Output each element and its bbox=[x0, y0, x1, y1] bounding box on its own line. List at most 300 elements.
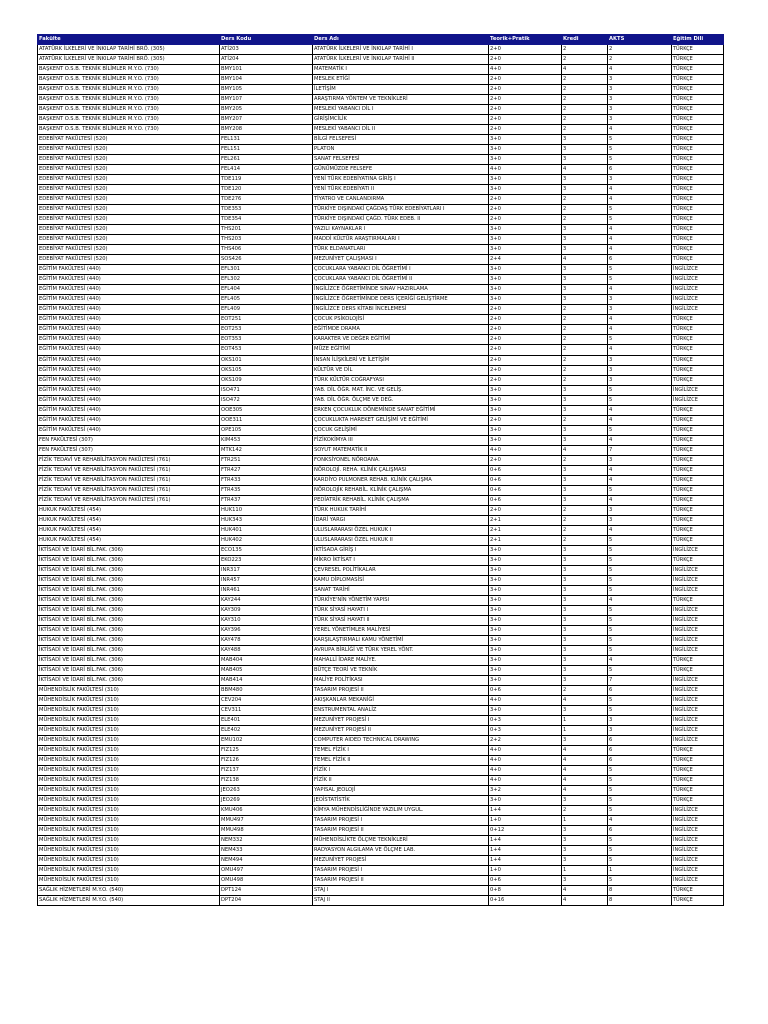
cell-course-name: İLETİŞİM bbox=[313, 85, 489, 95]
table-row bbox=[38, 325, 724, 335]
cell-theory-practice: 3+0 bbox=[489, 555, 562, 565]
cell-language: İNGİLİZCE bbox=[672, 625, 724, 635]
cell-course-name: ÇOCUK PSİKOLOJİSİ bbox=[313, 315, 489, 325]
cell-faculty: SAĞLIK HİZMETLERİ M.Y.O. (540) bbox=[38, 886, 220, 896]
cell-language: İNGİLİZCE bbox=[672, 716, 724, 726]
cell-ects: 5 bbox=[608, 836, 672, 846]
cell-faculty: SAĞLIK HİZMETLERİ M.Y.O. (540) bbox=[38, 896, 220, 906]
cell-credit: 1 bbox=[562, 726, 608, 736]
cell-course-code: TDE119 bbox=[220, 175, 313, 185]
cell-faculty: EDEBİYAT FAKÜLTESİ (520) bbox=[38, 255, 220, 265]
cell-theory-practice: 3+0 bbox=[489, 135, 562, 145]
cell-language: TÜRKÇE bbox=[672, 75, 724, 85]
cell-course-name: İNSAN İLİŞKİLERİ VE İLETİŞİM bbox=[313, 355, 489, 365]
cell-course-name: YAPISAL JEOLOJİ bbox=[313, 786, 489, 796]
cell-credit: 3 bbox=[562, 585, 608, 595]
cell-theory-practice: 2+0 bbox=[489, 45, 562, 55]
cell-theory-practice: 2+0 bbox=[489, 455, 562, 465]
cell-course-code: ATİ203 bbox=[220, 45, 313, 55]
cell-language: TÜRKÇE bbox=[672, 65, 724, 75]
cell-language: TÜRKÇE bbox=[672, 756, 724, 766]
cell-ects: 6 bbox=[608, 746, 672, 756]
cell-credit: 3 bbox=[562, 736, 608, 746]
table-row bbox=[38, 726, 724, 736]
cell-course-code: KAY396 bbox=[220, 625, 313, 635]
cell-course-code: OKS105 bbox=[220, 365, 313, 375]
cell-course-name: ATATÜRK İLKELERİ VE İNKILAP TARİHİ II bbox=[313, 55, 489, 65]
header-faculty: Fakülte bbox=[38, 35, 220, 45]
cell-theory-practice: 3+0 bbox=[489, 245, 562, 255]
cell-theory-practice: 0+6 bbox=[489, 485, 562, 495]
cell-language: İNGİLİZCE bbox=[672, 385, 724, 395]
cell-faculty: EĞİTİM FAKÜLTESİ (440) bbox=[38, 425, 220, 435]
cell-theory-practice: 4+0 bbox=[489, 696, 562, 706]
cell-course-code: INR457 bbox=[220, 575, 313, 585]
cell-course-name: İNGİLİZCE ÖĞRETİMİNDE DERS İÇERİĞİ GELİŞTİRME bbox=[313, 295, 489, 305]
cell-language: İNGİLİZCE bbox=[672, 826, 724, 836]
cell-credit: 3 bbox=[562, 625, 608, 635]
cell-course-code: KAY488 bbox=[220, 645, 313, 655]
cell-course-code: MMU497 bbox=[220, 816, 313, 826]
table-row bbox=[38, 736, 724, 746]
cell-faculty: EDEBİYAT FAKÜLTESİ (520) bbox=[38, 185, 220, 195]
cell-course-code: KIM453 bbox=[220, 435, 313, 445]
cell-ects: 4 bbox=[608, 435, 672, 445]
cell-theory-practice: 3+0 bbox=[489, 615, 562, 625]
cell-course-name: TASARIM PROJESİ II bbox=[313, 826, 489, 836]
cell-credit: 4 bbox=[562, 746, 608, 756]
cell-credit: 3 bbox=[562, 485, 608, 495]
cell-course-name: ÇOCUKLUKTA HAREKET GELİŞİMİ VE EĞİTİMİ bbox=[313, 415, 489, 425]
cell-course-name: YENİ TÜRK EDEBİYATINA GİRİŞ I bbox=[313, 175, 489, 185]
cell-credit: 2 bbox=[562, 75, 608, 85]
cell-theory-practice: 3+0 bbox=[489, 155, 562, 165]
cell-faculty: BAŞKENT O.S.B. TEKNİK BİLİMLER M.Y.O. (730) bbox=[38, 85, 220, 95]
cell-credit: 3 bbox=[562, 385, 608, 395]
cell-language: İNGİLİZCE bbox=[672, 565, 724, 575]
cell-credit: 3 bbox=[562, 836, 608, 846]
table-row bbox=[38, 615, 724, 625]
cell-ects: 3 bbox=[608, 95, 672, 105]
cell-language: İNGİLİZCE bbox=[672, 876, 724, 886]
cell-course-name: JEOİSTATİSTİK bbox=[313, 796, 489, 806]
cell-credit: 4 bbox=[562, 756, 608, 766]
table-row bbox=[38, 415, 724, 425]
cell-language: TÜRKÇE bbox=[672, 225, 724, 235]
cell-theory-practice: 1+0 bbox=[489, 866, 562, 876]
cell-course-name: FİZİK I bbox=[313, 766, 489, 776]
cell-credit: 2 bbox=[562, 45, 608, 55]
cell-ects: 5 bbox=[608, 645, 672, 655]
cell-ects: 3 bbox=[608, 716, 672, 726]
cell-course-name: BİLGİ FELSEFESİ bbox=[313, 135, 489, 145]
cell-language: İNGİLİZCE bbox=[672, 736, 724, 746]
cell-credit: 3 bbox=[562, 135, 608, 145]
cell-ects: 5 bbox=[608, 796, 672, 806]
cell-course-code: HUK402 bbox=[220, 535, 313, 545]
cell-ects: 5 bbox=[608, 615, 672, 625]
table-row bbox=[38, 716, 724, 726]
cell-faculty: EĞİTİM FAKÜLTESİ (440) bbox=[38, 395, 220, 405]
cell-faculty: EDEBİYAT FAKÜLTESİ (520) bbox=[38, 245, 220, 255]
cell-theory-practice: 0+16 bbox=[489, 896, 562, 906]
cell-course-code: TDE276 bbox=[220, 195, 313, 205]
cell-course-code: CEV311 bbox=[220, 706, 313, 716]
cell-language: İNGİLİZCE bbox=[672, 305, 724, 315]
cell-faculty: MÜHENDİSLİK FAKÜLTESİ (310) bbox=[38, 736, 220, 746]
cell-course-name: ERKEN ÇOCUKLUK DÖNEMİNDE SANAT EĞİTİMİ bbox=[313, 405, 489, 415]
cell-course-name: ARAŞTIRMA YÖNTEM VE TEKNİKLERİ bbox=[313, 95, 489, 105]
cell-faculty: HUKUK FAKÜLTESİ (454) bbox=[38, 535, 220, 545]
cell-faculty: MÜHENDİSLİK FAKÜLTESİ (310) bbox=[38, 776, 220, 786]
cell-ects: 6 bbox=[608, 736, 672, 746]
cell-theory-practice: 4+0 bbox=[489, 65, 562, 75]
cell-course-code: MAB405 bbox=[220, 665, 313, 675]
cell-ects: 5 bbox=[608, 876, 672, 886]
cell-faculty: MÜHENDİSLİK FAKÜLTESİ (310) bbox=[38, 716, 220, 726]
cell-theory-practice: 2+0 bbox=[489, 195, 562, 205]
cell-theory-practice: 3+0 bbox=[489, 145, 562, 155]
cell-theory-practice: 2+0 bbox=[489, 55, 562, 65]
cell-course-code: OOE311 bbox=[220, 415, 313, 425]
cell-credit: 3 bbox=[562, 826, 608, 836]
cell-ects: 5 bbox=[608, 776, 672, 786]
cell-language: TÜRKÇE bbox=[672, 655, 724, 665]
cell-theory-practice: 3+0 bbox=[489, 796, 562, 806]
cell-course-name: FONKSİYONEL NÖROANA. bbox=[313, 455, 489, 465]
cell-language: TÜRKÇE bbox=[672, 525, 724, 535]
table-row bbox=[38, 265, 724, 275]
table-row bbox=[38, 455, 724, 465]
cell-course-code: KAY309 bbox=[220, 605, 313, 615]
cell-faculty: EĞİTİM FAKÜLTESİ (440) bbox=[38, 375, 220, 385]
cell-course-name: TASARIM PROJESİ II bbox=[313, 876, 489, 886]
cell-course-name: KÜLTÜR VE DİL bbox=[313, 365, 489, 375]
cell-language: İNGİLİZCE bbox=[672, 806, 724, 816]
table-row bbox=[38, 385, 724, 395]
cell-language: İNGİLİZCE bbox=[672, 285, 724, 295]
cell-course-name: BÜTÇE TEORİ VE TEKNİK bbox=[313, 665, 489, 675]
cell-theory-practice: 2+0 bbox=[489, 115, 562, 125]
cell-faculty: FİZİK TEDAVİ VE REHABİLİTASYON FAKÜLTESİ (761) bbox=[38, 455, 220, 465]
cell-credit: 2 bbox=[562, 195, 608, 205]
table-row bbox=[38, 575, 724, 585]
course-table bbox=[37, 34, 724, 906]
cell-language: İNGİLİZCE bbox=[672, 645, 724, 655]
cell-credit: 3 bbox=[562, 575, 608, 585]
cell-course-code: BMY208 bbox=[220, 125, 313, 135]
cell-faculty: İKTİSADİ VE İDARİ BİL.FAK. (306) bbox=[38, 565, 220, 575]
cell-course-name: STAJ II bbox=[313, 896, 489, 906]
table-row bbox=[38, 85, 724, 95]
cell-language: TÜRKÇE bbox=[672, 786, 724, 796]
cell-faculty: MÜHENDİSLİK FAKÜLTESİ (310) bbox=[38, 866, 220, 876]
cell-ects: 5 bbox=[608, 565, 672, 575]
cell-faculty: İKTİSADİ VE İDARİ BİL.FAK. (306) bbox=[38, 665, 220, 675]
cell-ects: 5 bbox=[608, 555, 672, 565]
cell-theory-practice: 3+0 bbox=[489, 175, 562, 185]
cell-ects: 5 bbox=[608, 535, 672, 545]
table-row bbox=[38, 585, 724, 595]
table-row bbox=[38, 45, 724, 55]
cell-credit: 2 bbox=[562, 505, 608, 515]
cell-credit: 3 bbox=[562, 275, 608, 285]
header-row bbox=[38, 35, 724, 45]
cell-ects: 4 bbox=[608, 195, 672, 205]
cell-faculty: HUKUK FAKÜLTESİ (454) bbox=[38, 505, 220, 515]
table-row bbox=[38, 175, 724, 185]
cell-course-name: ÇOCUKLARA YABANCI DİL ÖĞRETİMİ II bbox=[313, 275, 489, 285]
cell-ects: 5 bbox=[608, 215, 672, 225]
cell-credit: 4 bbox=[562, 776, 608, 786]
table-row bbox=[38, 776, 724, 786]
cell-ects: 6 bbox=[608, 255, 672, 265]
cell-language: TÜRKÇE bbox=[672, 445, 724, 455]
cell-language: TÜRKÇE bbox=[672, 495, 724, 505]
cell-course-code: ECO135 bbox=[220, 545, 313, 555]
header-course-name: Ders Adı bbox=[313, 35, 489, 45]
cell-faculty: EĞİTİM FAKÜLTESİ (440) bbox=[38, 305, 220, 315]
cell-ects: 5 bbox=[608, 635, 672, 645]
cell-language: İNGİLİZCE bbox=[672, 615, 724, 625]
cell-ects: 4 bbox=[608, 225, 672, 235]
cell-language: TÜRKÇE bbox=[672, 85, 724, 95]
cell-course-name: MÜHENDİSLİKTE ÖLÇME TEKNİKLERİ bbox=[313, 836, 489, 846]
cell-course-name: ULUSLARARASI ÖZEL HUKUK I bbox=[313, 525, 489, 535]
cell-course-code: DPT124 bbox=[220, 886, 313, 896]
cell-faculty: EDEBİYAT FAKÜLTESİ (520) bbox=[38, 215, 220, 225]
cell-course-name: TÜRK SİYASİ HAYATI I bbox=[313, 605, 489, 615]
cell-language: TÜRKÇE bbox=[672, 155, 724, 165]
cell-ects: 3 bbox=[608, 455, 672, 465]
cell-ects: 4 bbox=[608, 816, 672, 826]
cell-course-code: ATİ204 bbox=[220, 55, 313, 65]
cell-course-name: PEDİATRİK REHABİL. KLİNİK ÇALIŞMA bbox=[313, 495, 489, 505]
cell-credit: 4 bbox=[562, 165, 608, 175]
cell-course-name: MAHALLİ İDARE MALİYE. bbox=[313, 655, 489, 665]
cell-faculty: FEN FAKÜLTESİ (307) bbox=[38, 435, 220, 445]
cell-course-code: SOS426 bbox=[220, 255, 313, 265]
cell-ects: 5 bbox=[608, 395, 672, 405]
cell-ects: 5 bbox=[608, 205, 672, 215]
cell-ects: 6 bbox=[608, 826, 672, 836]
cell-theory-practice: 2+0 bbox=[489, 355, 562, 365]
cell-course-name: YAB. DİL ÖĞR. ÖLÇME VE DEĞ. bbox=[313, 395, 489, 405]
cell-faculty: EĞİTİM FAKÜLTESİ (440) bbox=[38, 415, 220, 425]
cell-language: İNGİLİZCE bbox=[672, 726, 724, 736]
cell-language: İNGİLİZCE bbox=[672, 605, 724, 615]
cell-credit: 3 bbox=[562, 796, 608, 806]
table-row bbox=[38, 495, 724, 505]
cell-language: TÜRKÇE bbox=[672, 315, 724, 325]
cell-course-name: FİZİK II bbox=[313, 776, 489, 786]
cell-language: TÜRKÇE bbox=[672, 355, 724, 365]
cell-course-code: JEO269 bbox=[220, 796, 313, 806]
cell-credit: 3 bbox=[562, 545, 608, 555]
cell-ects: 3 bbox=[608, 355, 672, 365]
cell-credit: 4 bbox=[562, 255, 608, 265]
table-row bbox=[38, 215, 724, 225]
cell-course-code: BMY107 bbox=[220, 95, 313, 105]
table-row bbox=[38, 395, 724, 405]
cell-course-code: KMU406 bbox=[220, 806, 313, 816]
cell-credit: 3 bbox=[562, 555, 608, 565]
cell-ects: 6 bbox=[608, 756, 672, 766]
cell-ects: 3 bbox=[608, 365, 672, 375]
header-language: Eğitim Dili bbox=[672, 35, 724, 45]
cell-course-name: ÇEVRESEL POLİTİKALAR bbox=[313, 565, 489, 575]
cell-language: İNGİLİZCE bbox=[672, 706, 724, 716]
table-row bbox=[38, 706, 724, 716]
cell-faculty: MÜHENDİSLİK FAKÜLTESİ (310) bbox=[38, 726, 220, 736]
cell-theory-practice: 4+0 bbox=[489, 776, 562, 786]
cell-faculty: MÜHENDİSLİK FAKÜLTESİ (310) bbox=[38, 816, 220, 826]
cell-course-code: DPT204 bbox=[220, 896, 313, 906]
cell-credit: 2 bbox=[562, 115, 608, 125]
table-row bbox=[38, 515, 724, 525]
cell-theory-practice: 2+0 bbox=[489, 335, 562, 345]
cell-course-name: MESLEK ETİĞİ bbox=[313, 75, 489, 85]
cell-course-code: FEL131 bbox=[220, 135, 313, 145]
cell-credit: 2 bbox=[562, 535, 608, 545]
cell-language: TÜRKÇE bbox=[672, 95, 724, 105]
table-row bbox=[38, 145, 724, 155]
table-row bbox=[38, 305, 724, 315]
cell-faculty: HUKUK FAKÜLTESİ (454) bbox=[38, 515, 220, 525]
cell-course-name: TÜRK SİYASİ HAYATI II bbox=[313, 615, 489, 625]
cell-course-code: INR461 bbox=[220, 585, 313, 595]
table-row bbox=[38, 195, 724, 205]
cell-theory-practice: 2+0 bbox=[489, 315, 562, 325]
cell-theory-practice: 0+3 bbox=[489, 716, 562, 726]
cell-ects: 1 bbox=[608, 866, 672, 876]
table-row bbox=[38, 165, 724, 175]
cell-course-code: MAB404 bbox=[220, 655, 313, 665]
cell-course-name: COMPUTER AIDED TECHNICAL DRAWING bbox=[313, 736, 489, 746]
cell-credit: 3 bbox=[562, 645, 608, 655]
cell-course-code: TDE353 bbox=[220, 205, 313, 215]
cell-faculty: EĞİTİM FAKÜLTESİ (440) bbox=[38, 285, 220, 295]
cell-faculty: EĞİTİM FAKÜLTESİ (440) bbox=[38, 345, 220, 355]
cell-language: İNGİLİZCE bbox=[672, 585, 724, 595]
cell-faculty: EĞİTİM FAKÜLTESİ (440) bbox=[38, 365, 220, 375]
cell-credit: 3 bbox=[562, 475, 608, 485]
cell-ects: 5 bbox=[608, 856, 672, 866]
cell-course-name: AVRUPA BİRLİĞİ VE TÜRK YEREL YÖNT. bbox=[313, 645, 489, 655]
cell-course-name: MATEMATİK I bbox=[313, 65, 489, 75]
cell-course-name: TÜRKİYE'NİN YÖNETİM YAPISI bbox=[313, 595, 489, 605]
cell-course-name: MÜZE EĞİTİMİ bbox=[313, 345, 489, 355]
cell-theory-practice: 1+4 bbox=[489, 846, 562, 856]
cell-course-code: EOT453 bbox=[220, 345, 313, 355]
cell-course-code: OMU497 bbox=[220, 866, 313, 876]
cell-language: TÜRKÇE bbox=[672, 465, 724, 475]
header-ects: AKTS bbox=[608, 35, 672, 45]
cell-theory-practice: 3+0 bbox=[489, 575, 562, 585]
cell-course-code: FIZ138 bbox=[220, 776, 313, 786]
table-row bbox=[38, 625, 724, 635]
table-row bbox=[38, 275, 724, 285]
cell-ects: 4 bbox=[608, 475, 672, 485]
cell-theory-practice: 3+0 bbox=[489, 225, 562, 235]
cell-ects: 4 bbox=[608, 595, 672, 605]
cell-theory-practice: 2+0 bbox=[489, 505, 562, 515]
cell-faculty: FİZİK TEDAVİ VE REHABİLİTASYON FAKÜLTESİ (761) bbox=[38, 465, 220, 475]
cell-language: TÜRKÇE bbox=[672, 475, 724, 485]
cell-course-code: OKS101 bbox=[220, 355, 313, 365]
cell-theory-practice: 3+0 bbox=[489, 435, 562, 445]
cell-language: TÜRKÇE bbox=[672, 255, 724, 265]
cell-faculty: EDEBİYAT FAKÜLTESİ (520) bbox=[38, 135, 220, 145]
table-row bbox=[38, 676, 724, 686]
cell-credit: 2 bbox=[562, 95, 608, 105]
cell-credit: 2 bbox=[562, 806, 608, 816]
cell-course-code: ISO471 bbox=[220, 385, 313, 395]
cell-ects: 4 bbox=[608, 495, 672, 505]
cell-credit: 3 bbox=[562, 665, 608, 675]
cell-faculty: EĞİTİM FAKÜLTESİ (440) bbox=[38, 325, 220, 335]
cell-course-code: BMY101 bbox=[220, 65, 313, 75]
cell-credit: 2 bbox=[562, 125, 608, 135]
cell-ects: 5 bbox=[608, 665, 672, 675]
cell-language: İNGİLİZCE bbox=[672, 395, 724, 405]
cell-course-name: KARDİYO PULMONER REHAB. KLİNİK ÇALIŞMA bbox=[313, 475, 489, 485]
cell-course-name: ÇOCUK GELİŞİMİ bbox=[313, 425, 489, 435]
cell-credit: 2 bbox=[562, 455, 608, 465]
cell-course-name: MESLEKİ YABANCI DİL I bbox=[313, 105, 489, 115]
cell-theory-practice: 2+0 bbox=[489, 95, 562, 105]
cell-theory-practice: 3+0 bbox=[489, 275, 562, 285]
cell-credit: 4 bbox=[562, 445, 608, 455]
table-row bbox=[38, 75, 724, 85]
cell-ects: 2 bbox=[608, 45, 672, 55]
cell-ects: 5 bbox=[608, 275, 672, 285]
cell-course-name: KİMYA MÜHENDİSLİĞİNDE YAZILIM UYGUL. bbox=[313, 806, 489, 816]
cell-course-code: KAY478 bbox=[220, 635, 313, 645]
course-spreadsheet bbox=[37, 34, 723, 906]
cell-theory-practice: 1+4 bbox=[489, 836, 562, 846]
cell-theory-practice: 3+0 bbox=[489, 405, 562, 415]
table-row bbox=[38, 535, 724, 545]
cell-faculty: EĞİTİM FAKÜLTESİ (440) bbox=[38, 405, 220, 415]
cell-course-code: EKO223 bbox=[220, 555, 313, 565]
cell-ects: 5 bbox=[608, 605, 672, 615]
cell-faculty: MÜHENDİSLİK FAKÜLTESİ (310) bbox=[38, 826, 220, 836]
cell-faculty: İKTİSADİ VE İDARİ BİL.FAK. (306) bbox=[38, 595, 220, 605]
cell-course-name: TASARIM PROJESİ II bbox=[313, 686, 489, 696]
cell-language: TÜRKÇE bbox=[672, 415, 724, 425]
cell-theory-practice: 4+0 bbox=[489, 756, 562, 766]
cell-credit: 3 bbox=[562, 225, 608, 235]
cell-faculty: BAŞKENT O.S.B. TEKNİK BİLİMLER M.Y.O. (730) bbox=[38, 75, 220, 85]
cell-language: İNGİLİZCE bbox=[672, 696, 724, 706]
cell-language: TÜRKÇE bbox=[672, 515, 724, 525]
cell-faculty: İKTİSADİ VE İDARİ BİL.FAK. (306) bbox=[38, 645, 220, 655]
cell-theory-practice: 0+6 bbox=[489, 686, 562, 696]
cell-theory-practice: 3+0 bbox=[489, 385, 562, 395]
cell-ects: 4 bbox=[608, 245, 672, 255]
cell-course-name: TEMEL FİZİK II bbox=[313, 756, 489, 766]
cell-faculty: BAŞKENT O.S.B. TEKNİK BİLİMLER M.Y.O. (730) bbox=[38, 65, 220, 75]
cell-course-name: YAB. DİL ÖĞR. MAT. İNC. VE GELİŞ. bbox=[313, 385, 489, 395]
cell-ects: 4 bbox=[608, 65, 672, 75]
cell-faculty: MÜHENDİSLİK FAKÜLTESİ (310) bbox=[38, 786, 220, 796]
cell-course-code: FTR251 bbox=[220, 455, 313, 465]
cell-ects: 5 bbox=[608, 575, 672, 585]
cell-language: TÜRKÇE bbox=[672, 45, 724, 55]
table-row bbox=[38, 866, 724, 876]
cell-theory-practice: 1+0 bbox=[489, 816, 562, 826]
